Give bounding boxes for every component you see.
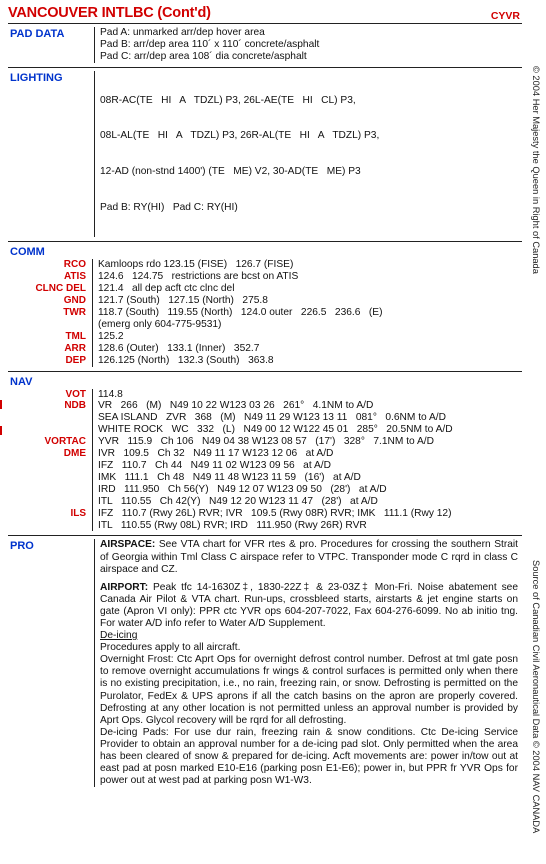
comm-row-label: ATIS [63, 271, 86, 283]
comm-row [8, 259, 522, 271]
pro-section [8, 536, 522, 791]
lighting-line: 12-AD (non-stnd 1400') (TE ME) V2, 30-AD(TE ME) P3 [100, 165, 361, 177]
comm-row-label: DEP [65, 354, 86, 366]
nav-row [8, 389, 522, 401]
airport-label: AIRPORT: [100, 581, 149, 593]
nav-row [8, 448, 522, 460]
comm-row [8, 283, 522, 295]
comm-row-label: GND [63, 295, 86, 307]
comm-row-label: RCO [63, 259, 86, 271]
nav-row-value: VR 266 (M) N49 10 22 W123 03 26 261° 4.1NM to A/D [92, 400, 522, 412]
airspace-paragraph [100, 539, 518, 575]
nav-row-value: WHITE ROCK WC 332 (L) N49 00 12 W122 45 01 285° 20.5NM to A/D [92, 424, 522, 436]
nav-row-value: IMK 111.1 Ch 48 N49 11 48 W123 11 59 (16') at A/D [92, 472, 522, 484]
nav-row-value: IFZ 110.7 (Rwy 26L) RVR; IVR 109.5 (Rwy 08R) RVR; IMK 111.1 (Rwy 12) [92, 508, 522, 520]
comm-row-value: (emerg only 604-775-9531) [92, 319, 522, 331]
change-bar [0, 426, 2, 435]
nav-row-value: IVR 109.5 Ch 32 N49 11 17 W123 12 06 at A/D [92, 448, 522, 460]
copyright-notice: © 2004 Her Majesty the Queen in Right of Canada [531, 66, 541, 274]
nav-row [8, 436, 522, 448]
change-bar [0, 400, 2, 409]
comm-row [8, 331, 522, 343]
comm-row-value: 124.6 124.75 restrictions are bcst on ATIS [92, 271, 522, 283]
nav-row-label [8, 484, 92, 496]
nav-row-label: NDB [64, 400, 86, 412]
comm-row [8, 355, 522, 367]
airport-paragraph [100, 582, 518, 630]
section-title-lighting: LIGHTING [10, 71, 63, 84]
nav-row-label [8, 460, 92, 472]
pro-body [94, 539, 522, 787]
deicing-heading: De-icing [100, 630, 138, 642]
comm-row [8, 271, 522, 283]
comm-row-label: TWR [63, 307, 86, 319]
comm-row-label: CLNC DEL [35, 283, 86, 295]
nav-row-value: 114.8 [92, 389, 522, 401]
airspace-label: AIRSPACE: [100, 539, 156, 551]
pad-data-line: Pad B: arr/dep area 110´ x 110´ concrete/asphalt [100, 38, 320, 50]
nav-row [8, 412, 522, 424]
comm-row [8, 343, 522, 355]
nav-row [8, 496, 522, 508]
nav-row [8, 484, 522, 496]
section-title-comm: COMM [10, 246, 45, 259]
comm-row-label: TML [65, 330, 86, 342]
comm-row [8, 295, 522, 307]
nav-row-label: DME [63, 448, 86, 460]
comm-row-value: 118.7 (South) 119.55 (North) 124.0 outer 226.5 236.6 (E) [92, 307, 522, 319]
aerodrome-name: VANCOUVER INTL [8, 5, 134, 21]
lighting-line: 08L-AL(TE HI A TDZL) P3, 26R-AL(TE HI A TDZL) P3, [100, 130, 380, 142]
page-header [8, 4, 522, 24]
nav-row-value: YVR 115.9 Ch 106 N49 04 38 W123 08 57 (17') 328° 7.1NM to A/D [92, 436, 522, 448]
lighting-section [8, 68, 522, 243]
aerodrome-province: BC (Cont'd) [133, 5, 211, 21]
section-title-pad-data: PAD DATA [10, 28, 65, 40]
pad-data-section [8, 24, 522, 68]
comm-row-value: 121.7 (South) 127.15 (North) 275.8 [92, 295, 522, 307]
deicing-paragraph: Overnight Frost: Ctc Aprt Ops for overnight defrost control number. Defrost at tml gate posn to remove overnight accumulations fr wings & control surfaces is permitted only when there is no existing precipitation, i.e., no rain, freezing rain, or snow. Defrosting is permitted on the Purolator, FedEx & UPS aprons if all the catch basins on the apron are properly covered. Defrosting at any other location is not permitted unless an approval number is provided by Aprt Ops. Glycol recovery will be rqrd for all defrosting. [100, 654, 518, 726]
nav-row-value: ITL 110.55 (Rwy 08L) RVR; IRD 111.950 (Rwy 26R) RVR [92, 520, 522, 532]
comm-row-value: 126.125 (North) 132.3 (South) 363.8 [92, 355, 522, 367]
nav-row-label: ILS [70, 507, 86, 519]
nav-row [8, 508, 522, 520]
lighting-body [94, 71, 522, 238]
nav-row [8, 424, 522, 436]
nav-row-value: ITL 110.55 Ch 42(Y) N49 12 20 W123 11 47 (28') at A/D [92, 496, 522, 508]
comm-row-label [8, 319, 92, 331]
nav-section [8, 372, 522, 537]
comm-row-value: 125.2 [92, 331, 522, 343]
nav-row-value: IFZ 110.7 Ch 44 N49 11 02 W123 09 56 at A/D [92, 460, 522, 472]
pad-data-body [94, 27, 522, 63]
aerodrome-identifier: CYVR [490, 10, 520, 22]
lighting-line: 08R-AC(TE HI A TDZL) P3, 26L-AE(TE HI CL) P3, [100, 94, 356, 106]
supplement-page [8, 4, 522, 791]
nav-row-label [8, 520, 92, 532]
nav-row-label [8, 496, 92, 508]
comm-row [8, 319, 522, 331]
comm-row [8, 307, 522, 319]
section-title-pro: PRO [10, 540, 34, 553]
section-title-nav: NAV [10, 375, 33, 388]
nav-row [8, 400, 522, 412]
lighting-line: Pad B: RY(HI) Pad C: RY(HI) [100, 201, 238, 213]
nav-row-value: SEA ISLAND ZVR 368 (M) N49 11 29 W123 13 11 081° 0.6NM to A/D [92, 412, 522, 424]
nav-row [8, 460, 522, 472]
nav-row-label [8, 472, 92, 484]
airport-text: Peak tfc 14-1630Z‡, 1830-22Z‡ & 23-03Z‡ Mon-Fri. Noise abatement see Canada Air Pilot & VTA chart. Run-ups, crossbleed starts, airstarts & jet engine starts on gate (Apron VI only): PPR ctc YVR ops 604-207-7022, Fax 604-276-6099. No ab initio tng. For water A/D info refer to Water A/D Supplement. [100, 581, 518, 629]
aerodrome-title [8, 4, 211, 22]
nav-rows [8, 389, 522, 532]
nav-row-label [8, 412, 92, 424]
comm-rows [8, 259, 522, 366]
nav-row-value: IRD 111.950 Ch 56(Y) N49 12 07 W123 09 50 (28') at A/D [92, 484, 522, 496]
comm-row-label: ARR [64, 342, 86, 354]
nav-row [8, 472, 522, 484]
airspace-text: See VTA chart for VFR rtes & pro. Procedures for crossing the southern Strait of Georgia within Tml Class C airspace refer to VTPC. Transponder mode C rqrd in class C airspace and CZ. [100, 539, 518, 575]
nav-row-label [8, 424, 92, 436]
nav-row-label: VOT [65, 388, 86, 400]
nav-row-label: VORTAC [44, 436, 86, 448]
comm-section [8, 242, 522, 371]
pad-data-line: Pad C: arr/dep area 108´ dia concrete/asphalt [100, 50, 307, 62]
comm-row-value: Kamloops rdo 123.15 (FISE) 126.7 (FISE) [92, 259, 522, 271]
deicing-paragraph: De-icing Pads: For use dur rain, freezing rain & snow conditions. Ctc De-icing Service Provider to obtain an approval number for a de-icing pad slot. Only permitted when the area has been cleared of snow & prepared for de-icing. Acft movements are: power in/tow out at east pad at posn marked E10-E16 (parking posn E1-E6); power in, but PPR fr YVR Ops for power out at west pad at parking posn W1-W3. [100, 726, 518, 787]
comm-row-value: 128.6 (Outer) 133.1 (Inner) 352.7 [92, 343, 522, 355]
comm-row-value: 121.4 all dep acft ctc clnc del [92, 283, 522, 295]
pad-data-line: Pad A: unmarked arr/dep hover area [100, 27, 265, 38]
nav-row [8, 520, 522, 532]
deicing-paragraph: Procedures apply to all aircraft. [100, 642, 241, 654]
data-source-notice: Source of Canadian Civil Aeronautical Data © 2004 NAV CANADA [531, 560, 541, 834]
